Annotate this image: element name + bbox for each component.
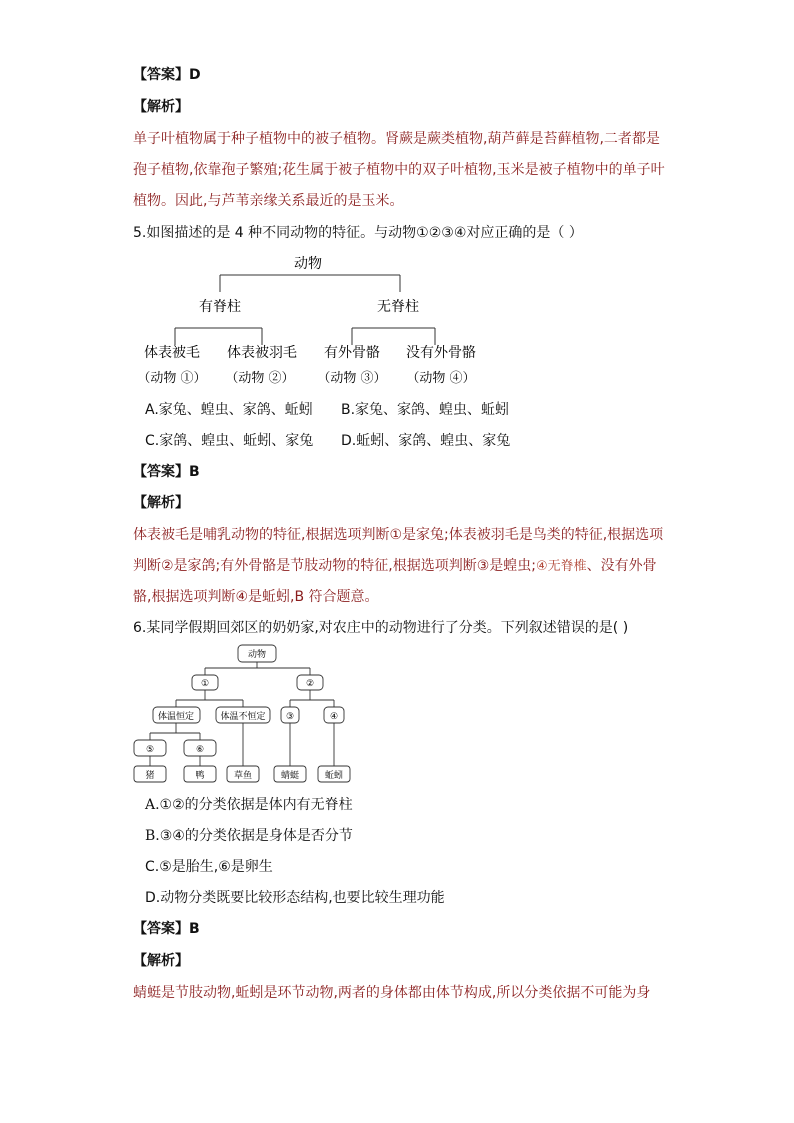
diagram-animal: 蜻蜓	[280, 771, 300, 781]
diagram-root: 动物	[247, 650, 267, 660]
explanation-line: 单子叶植物属于种子植物中的被子植物。肾蕨是蕨类植物,葫芦藓是苔藓植物,二者都是	[133, 131, 660, 147]
explanation-segment: 判断②是家鸽;有外骨骼是节肢动物的特征,根据选项判断③是蝗虫;	[133, 558, 536, 574]
option-c: C.家鸽、蝗虫、蚯蚓、家兔	[145, 433, 314, 449]
explanation-segment-highlight: ④无脊椎	[535, 559, 587, 574]
diagram-animal: 蚯蚓	[324, 771, 344, 781]
question-6-diagram	[130, 640, 370, 792]
analysis-label: 【解析】	[133, 495, 189, 511]
option-a: A.家兔、蝗虫、家鸽、蚯蚓	[145, 402, 313, 418]
explanation-line: 植物。因此,与芦苇亲缘关系最近的是玉米。	[133, 193, 404, 209]
diagram-animal: 鸭	[195, 771, 205, 781]
option-d: D.蚯蚓、家鸽、蝗虫、家兔	[341, 433, 511, 449]
diagram-warm-blooded: 体温恒定	[157, 712, 195, 722]
analysis-label: 【解析】	[133, 953, 189, 969]
diagram-node-4: ④	[329, 712, 339, 722]
diagram-animal-label: （动物 ④）	[406, 371, 476, 386]
diagram-animal-label: （动物 ②）	[225, 371, 295, 386]
diagram-animal: 草鱼	[233, 771, 253, 781]
diagram-node-5: ⑤	[145, 745, 155, 755]
option-a: A.①②的分类依据是体内有无脊柱	[145, 797, 353, 813]
analysis-label: 【解析】	[133, 99, 189, 115]
explanation-segment: 、没有外骨	[586, 558, 657, 574]
answer-label: 【答案】B	[133, 921, 200, 937]
explanation-line: 蜻蜓是节肢动物,蚯蚓是环节动物,两者的身体都由体节构成,所以分类依据不可能为身	[133, 985, 651, 1001]
diagram-node-3: ③	[285, 712, 295, 722]
explanation-line: 孢子植物,依靠孢子繁殖;花生属于被子植物中的双子叶植物,玉米是被子植物中的单子叶	[133, 162, 665, 178]
diagram-leaf: 没有外骨骼	[406, 345, 476, 361]
diagram-animal: 猪	[145, 771, 155, 781]
diagram-vertebrate: 有脊柱	[199, 299, 241, 315]
answer-label: 【答案】D	[133, 67, 201, 83]
option-b: B.③④的分类依据是身体是否分节	[145, 828, 353, 844]
explanation-line	[133, 557, 657, 576]
diagram-leaf: 有外骨骼	[324, 345, 380, 361]
question-5-stem: 5.如图描述的是 4 种不同动物的特征。与动物①②③④对应正确的是（ ）	[133, 225, 583, 241]
option-b: B.家兔、家鸽、蝗虫、蚯蚓	[341, 402, 510, 418]
diagram-cold-blooded: 体温不恒定	[220, 712, 266, 722]
diagram-node-6: ⑥	[195, 745, 205, 755]
diagram-animal-label: （动物 ③）	[317, 371, 387, 386]
diagram-leaf: 体表被毛	[144, 345, 200, 361]
question-5-diagram	[130, 250, 510, 394]
question-6-stem: 6.某同学假期回郊区的奶奶家,对农庄中的动物进行了分类。下列叙述错误的是( )	[133, 620, 629, 636]
explanation-line: 骼,根据选项判断④是蚯蚓,B 符合题意。	[133, 589, 379, 605]
answer-label: 【答案】B	[133, 464, 200, 480]
diagram-animal-label: （动物 ①）	[137, 371, 207, 386]
diagram-node-2: ②	[305, 679, 315, 689]
explanation-line: 体表被毛是哺乳动物的特征,根据选项判断①是家兔;体表被羽毛是鸟类的特征,根据选项	[133, 527, 664, 543]
diagram-invertebrate: 无脊柱	[377, 299, 419, 315]
diagram-root: 动物	[294, 256, 322, 272]
diagram-leaf: 体表被羽毛	[227, 345, 297, 361]
option-c: C.⑤是胎生,⑥是卵生	[145, 859, 273, 875]
option-d: D.动物分类既要比较形态结构,也要比较生理功能	[145, 890, 445, 906]
diagram-node-1: ①	[200, 679, 210, 689]
